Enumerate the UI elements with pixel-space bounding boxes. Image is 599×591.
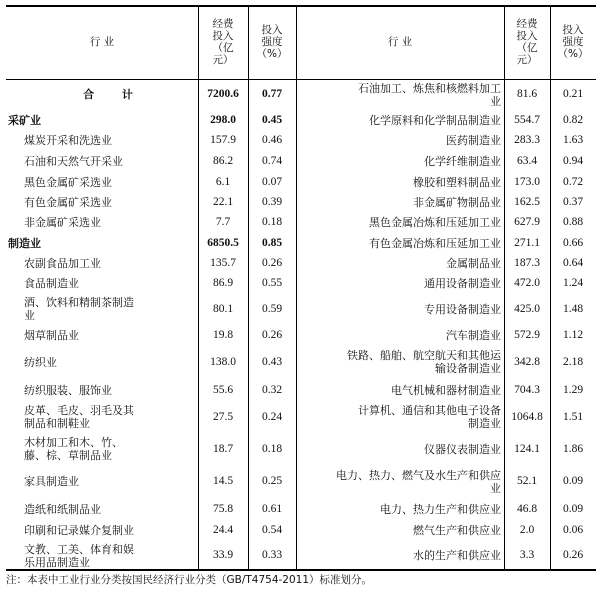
left-row-intensity: 0.25 bbox=[261, 475, 283, 487]
right-row-investment: 162.5 bbox=[514, 195, 540, 208]
left-row-intensity: 0.18 bbox=[261, 442, 283, 455]
right-row-name: 电力、热力生产和供应业 bbox=[380, 502, 501, 516]
right-row-name: 有色金属冶炼和压延加工业 bbox=[369, 236, 501, 250]
left-row-investment: 19.8 bbox=[212, 328, 234, 341]
right-row-investment: 52.1 bbox=[516, 475, 538, 487]
right-row-investment: 283.3 bbox=[514, 133, 540, 146]
left-row-name: 家具制造业 bbox=[24, 475, 79, 488]
left-row-investment: 14.5 bbox=[212, 475, 234, 487]
header-industry-left: 行 业 bbox=[89, 36, 115, 48]
right-row-intensity: 0.37 bbox=[562, 195, 584, 208]
right-row-intensity: 1.63 bbox=[562, 133, 584, 146]
column-divider bbox=[504, 5, 505, 570]
table-footnote: 注：本表中工业行业分类按国民经济行业分类（GB/T4754-2011）标准划分。 bbox=[6, 574, 373, 586]
right-row-name: 石油加工、炼焦和核燃料加工 业 bbox=[358, 81, 501, 108]
left-row-intensity: 0.74 bbox=[261, 154, 283, 167]
left-row-intensity: 0.18 bbox=[261, 216, 283, 228]
left-row-name: 合 计 bbox=[83, 88, 145, 101]
right-row-intensity: 1.86 bbox=[562, 442, 584, 455]
left-row-intensity: 0.39 bbox=[261, 195, 283, 208]
left-row-name: 黑色金属矿采选业 bbox=[24, 175, 112, 189]
right-row-investment: 2.0 bbox=[519, 524, 535, 536]
left-row-name: 造纸和纸制品业 bbox=[24, 502, 101, 516]
left-row-investment: 22.1 bbox=[212, 195, 234, 208]
left-row-investment: 86.2 bbox=[212, 154, 234, 167]
industry-table bbox=[6, 5, 596, 570]
right-row-intensity: 0.88 bbox=[562, 216, 584, 228]
left-row-intensity: 0.77 bbox=[261, 88, 283, 100]
left-row-intensity: 0.61 bbox=[261, 502, 283, 515]
left-row-name: 印刷和记录媒介复制业 bbox=[24, 524, 134, 537]
left-row-investment: 157.9 bbox=[210, 133, 236, 146]
right-row-intensity: 0.82 bbox=[562, 113, 584, 126]
right-row-intensity: 0.94 bbox=[562, 154, 584, 167]
left-row-intensity: 0.26 bbox=[261, 256, 283, 269]
left-row-name: 文教、工美、体育和娱 乐用品制造业 bbox=[24, 542, 134, 569]
left-row-investment: 80.1 bbox=[212, 302, 234, 315]
right-row-name: 医药制造业 bbox=[446, 133, 501, 147]
left-row-investment: 298.0 bbox=[210, 113, 236, 126]
right-row-investment: 124.1 bbox=[514, 442, 540, 455]
right-row-investment: 627.9 bbox=[514, 216, 540, 228]
header-investment-left: 经费 投入 （亿 元） bbox=[212, 18, 234, 66]
left-row-name: 有色金属矿采选业 bbox=[24, 195, 112, 209]
left-row-investment: 55.6 bbox=[212, 383, 234, 396]
left-row-investment: 135.7 bbox=[210, 256, 236, 269]
left-row-intensity: 0.59 bbox=[261, 302, 283, 315]
right-row-name: 金属制品业 bbox=[446, 256, 501, 270]
left-row-intensity: 0.46 bbox=[261, 133, 283, 146]
right-row-intensity: 0.06 bbox=[562, 524, 584, 536]
left-row-investment: 6.1 bbox=[215, 175, 231, 188]
table-bottom-rule bbox=[6, 569, 596, 571]
right-row-intensity: 1.24 bbox=[562, 276, 584, 289]
right-row-name: 通用设备制造业 bbox=[424, 276, 501, 290]
left-row-name: 非金属矿采选业 bbox=[24, 216, 101, 229]
header-investment-right: 经费 投入 （亿 元） bbox=[516, 18, 538, 66]
left-row-name: 烟草制品业 bbox=[24, 328, 79, 342]
left-row-investment: 6850.5 bbox=[207, 236, 239, 249]
left-row-intensity: 0.26 bbox=[261, 328, 283, 341]
right-row-intensity: 1.29 bbox=[562, 383, 584, 396]
right-row-investment: 173.0 bbox=[514, 175, 540, 188]
right-row-name: 化学纤维制造业 bbox=[424, 154, 501, 168]
left-row-name: 食品制造业 bbox=[24, 276, 79, 290]
right-row-intensity: 0.26 bbox=[562, 549, 584, 561]
right-row-investment: 63.4 bbox=[516, 154, 538, 167]
left-row-name: 皮革、毛皮、羽毛及其 制品和制鞋业 bbox=[24, 404, 134, 430]
right-row-intensity: 1.48 bbox=[562, 302, 584, 315]
header-intensity-right: 投入 强度 （%） bbox=[557, 24, 589, 60]
right-row-name: 铁路、船舶、航空航天和其他运 输设备制造业 bbox=[347, 349, 501, 375]
left-row-name: 采矿业 bbox=[8, 113, 41, 127]
left-row-investment: 24.4 bbox=[212, 524, 234, 536]
left-row-name: 制造业 bbox=[8, 236, 41, 250]
left-row-intensity: 0.33 bbox=[261, 549, 283, 561]
left-row-investment: 7.7 bbox=[215, 216, 231, 228]
header-intensity-left: 投入 强度 （%） bbox=[256, 24, 288, 60]
right-row-investment: 554.7 bbox=[514, 113, 540, 126]
left-row-intensity: 0.24 bbox=[261, 410, 283, 423]
left-row-investment: 7200.6 bbox=[207, 88, 239, 100]
right-row-name: 仪器仪表制造业 bbox=[424, 442, 501, 456]
left-row-name: 煤炭开采和洗选业 bbox=[24, 133, 112, 147]
right-row-intensity: 1.12 bbox=[562, 328, 584, 341]
right-row-name: 计算机、通信和其他电子设备 制造业 bbox=[358, 404, 501, 430]
column-divider bbox=[296, 5, 297, 570]
right-row-intensity: 0.66 bbox=[562, 236, 584, 249]
column-divider bbox=[198, 5, 199, 570]
right-row-intensity: 0.09 bbox=[562, 475, 584, 487]
right-row-name: 水的生产和供应业 bbox=[413, 549, 501, 562]
header-bottom-rule bbox=[6, 79, 596, 80]
right-row-investment: 342.8 bbox=[514, 355, 540, 368]
left-row-name: 石油和天然气开采业 bbox=[24, 154, 123, 168]
right-row-name: 汽车制造业 bbox=[446, 328, 501, 342]
left-row-investment: 138.0 bbox=[210, 355, 236, 368]
right-row-name: 黑色金属冶炼和压延加工业 bbox=[369, 216, 501, 229]
right-row-name: 橡胶和塑料制品业 bbox=[413, 175, 501, 189]
right-row-intensity: 0.64 bbox=[562, 256, 584, 269]
left-row-name: 木材加工和木、竹、 藤、棕、草制品业 bbox=[24, 436, 123, 462]
right-row-name: 电气机械和器材制造业 bbox=[391, 383, 501, 397]
left-row-investment: 33.9 bbox=[212, 549, 234, 561]
right-row-name: 非金属矿物制品业 bbox=[413, 195, 501, 209]
right-row-intensity: 2.18 bbox=[562, 355, 584, 368]
table-top-rule bbox=[6, 5, 596, 7]
left-row-investment: 75.8 bbox=[212, 502, 234, 515]
right-row-investment: 187.3 bbox=[514, 256, 540, 269]
right-row-name: 燃气生产和供应业 bbox=[413, 524, 501, 537]
right-row-investment: 46.8 bbox=[516, 502, 538, 515]
right-row-investment: 472.0 bbox=[514, 276, 540, 289]
left-row-intensity: 0.45 bbox=[261, 113, 283, 126]
right-row-investment: 425.0 bbox=[514, 302, 540, 315]
right-row-intensity: 0.21 bbox=[562, 88, 584, 100]
right-row-investment: 704.3 bbox=[514, 383, 540, 396]
left-row-intensity: 0.85 bbox=[261, 236, 283, 249]
right-row-investment: 1064.8 bbox=[511, 410, 543, 423]
left-row-name: 酒、饮料和精制茶制造 业 bbox=[24, 296, 134, 322]
column-divider bbox=[248, 5, 249, 570]
header-industry-right: 行 业 bbox=[387, 36, 413, 48]
left-row-intensity: 0.32 bbox=[261, 383, 283, 396]
right-row-investment: 3.3 bbox=[519, 549, 535, 561]
right-row-intensity: 1.51 bbox=[562, 410, 584, 423]
left-row-intensity: 0.43 bbox=[261, 355, 283, 368]
right-row-name: 电力、热力、燃气及水生产和供应 业 bbox=[336, 468, 501, 495]
column-divider bbox=[550, 5, 551, 570]
right-row-investment: 81.6 bbox=[516, 88, 538, 100]
left-row-name: 纺织服装、服饰业 bbox=[24, 383, 112, 397]
left-row-intensity: 0.54 bbox=[261, 524, 283, 536]
left-row-investment: 18.7 bbox=[212, 442, 234, 455]
right-row-name: 专用设备制造业 bbox=[424, 302, 501, 316]
right-row-intensity: 0.09 bbox=[562, 502, 584, 515]
right-row-intensity: 0.72 bbox=[562, 175, 584, 188]
left-row-intensity: 0.07 bbox=[261, 175, 283, 188]
left-row-investment: 86.9 bbox=[212, 276, 234, 289]
right-row-name: 化学原料和化学制品制造业 bbox=[369, 113, 501, 127]
left-row-intensity: 0.55 bbox=[261, 276, 283, 289]
left-row-name: 纺织业 bbox=[24, 355, 57, 369]
left-row-name: 农副食品加工业 bbox=[24, 256, 101, 270]
right-row-investment: 271.1 bbox=[514, 236, 540, 249]
right-row-investment: 572.9 bbox=[514, 328, 540, 341]
left-row-investment: 27.5 bbox=[212, 410, 234, 423]
